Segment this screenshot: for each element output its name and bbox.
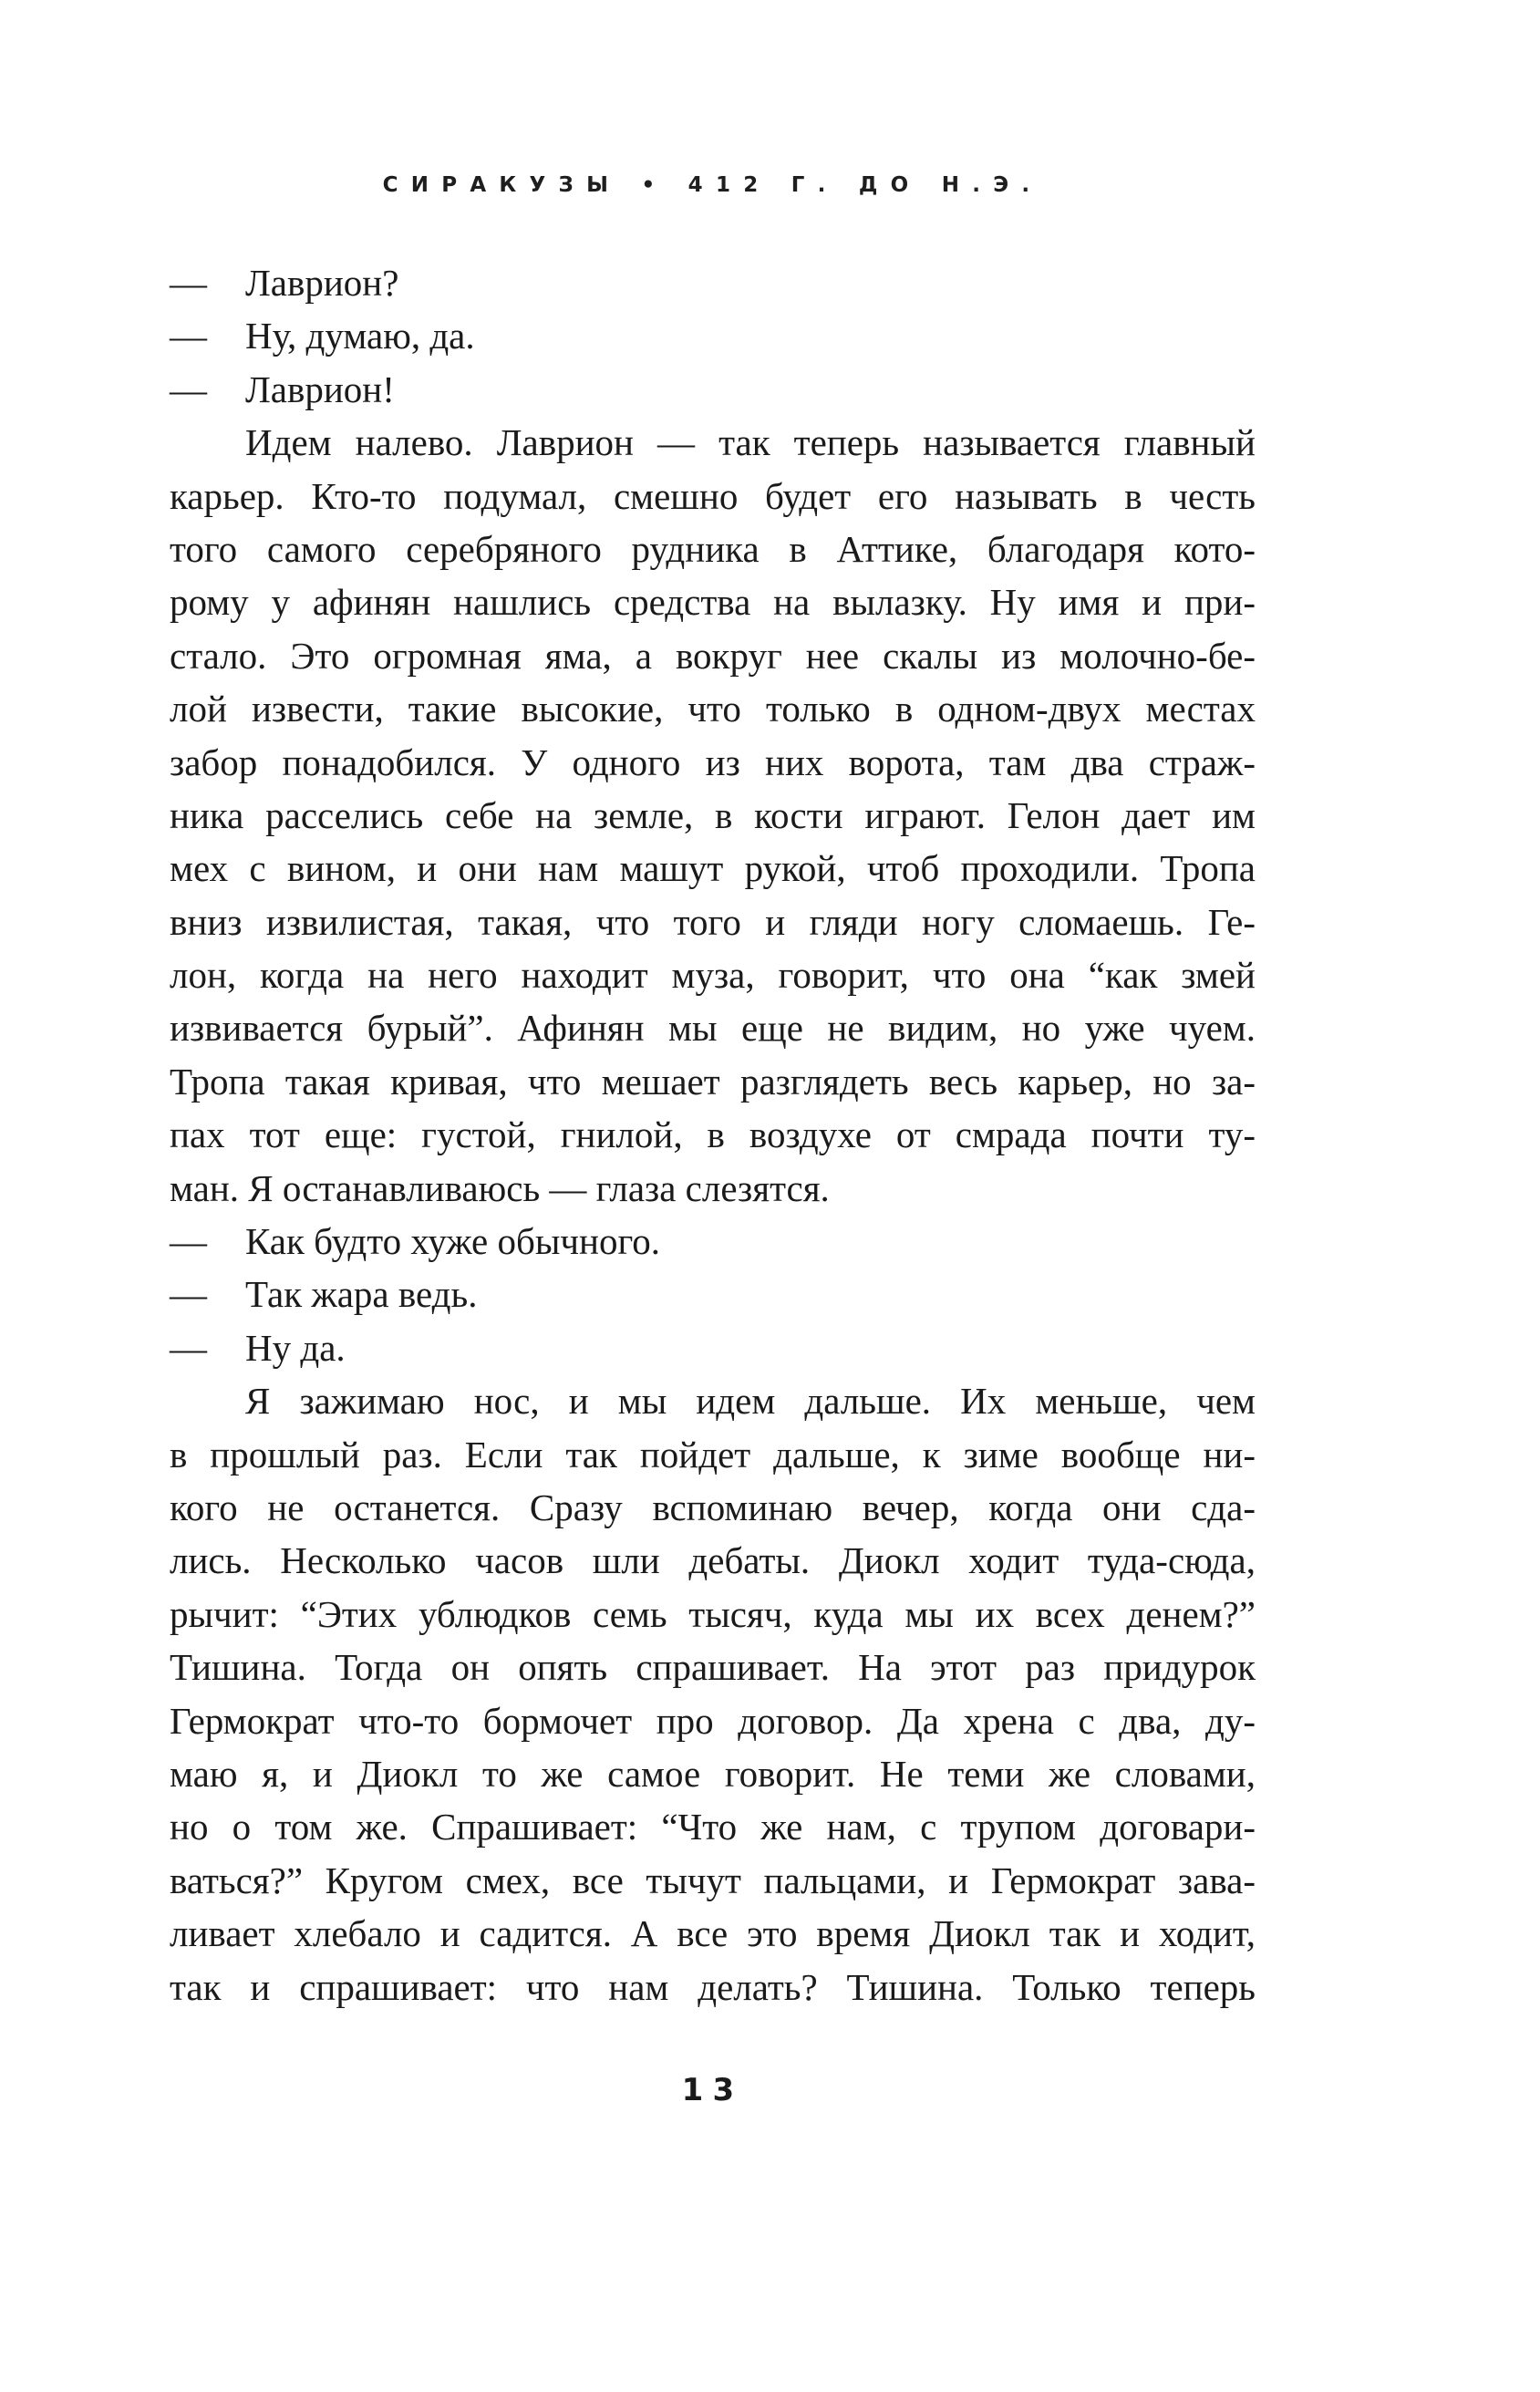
dialogue-line [170,363,1256,416]
text-line: рычит: “Этих ублюдков семь тысяч, куда мы их всех денем?” [170,1592,1256,1635]
dialogue-text: Лаврион? [245,262,399,304]
text-line: ман. Я останавливаюсь — глаза слезятся. [170,1166,830,1209]
body-text [170,256,1256,2014]
dialogue-dash: — [170,262,207,304]
text-line: Идем налево. Лаврион — так теперь называется главный [245,421,1256,464]
text-line: Гермократ что-то бормочет про договор. Да хрена с два, ду- [170,1699,1256,1742]
dialogue-line [170,309,1256,362]
text-line: кого не останется. Сразу вспоминаю вечер, когда они сда- [170,1486,1256,1528]
running-head: СИРАКУЗЫ • 412 Г. ДО Н.Э. [382,173,1043,197]
text-line: ливает хлебало и садится. А все это время Диокл так и ходит, [170,1912,1256,1955]
text-line: ника расселись себе на земле, в кости играют. Гелон дает им [170,793,1256,836]
text-line: карьер. Кто-то подумал, смешно будет его называть в честь [170,474,1256,517]
text-line: ваться?” Кругом смех, все тычут пальцами, и Гермократ зава- [170,1859,1256,1901]
text-line: Тропа такая кривая, что мешает разглядеть весь карьер, но за- [170,1060,1256,1103]
text-line: того самого серебряного рудника в Аттике, благодаря кото- [170,527,1256,570]
text-line: так и спрашивает: что нам делать? Тишина. Только теперь [170,1965,1256,2008]
dialogue-dash: — [170,368,207,410]
text-line: лон, когда на него находит муза, говорит, что она “как змей [170,954,1256,997]
text-line: лой извести, такие высокие, что только в одном-двух местах [170,688,1256,730]
dialogue-text: Ну, думаю, да. [245,315,475,357]
dialogue-line [170,1321,1256,1374]
text-line: стало. Это огромная яма, а вокруг нее скалы из молочно-бе- [170,634,1256,677]
text-line: мех с вином, и они нам машут рукой, чтоб проходили. Тропа [170,847,1256,890]
dialogue-line [170,256,1256,309]
dialogue-text: Лаврион! [245,368,395,410]
dialogue-dash: — [170,315,207,357]
text-line: в прошлый раз. Если так пойдет дальше, к зиме вообще ни- [170,1433,1256,1476]
text-line: забор понадобился. У одного из них ворота, там два страж- [170,740,1256,783]
page-number: 13 [681,2072,744,2108]
dialogue-dash: — [170,1273,207,1316]
text-line: маю я, и Диокл то же самое говорит. Не теми же словами, [170,1752,1256,1795]
dialogue-dash: — [170,1220,207,1263]
text-line: лись. Несколько часов шли дебаты. Диокл ходит туда-сюда, [170,1539,1256,1582]
dialogue-text: Ну да. [245,1326,346,1369]
text-line: пах тот еще: густой, гнилой, в воздухе от смрада почти ту- [170,1113,1256,1156]
dialogue-line [170,1215,1256,1268]
dialogue-text: Так жара ведь. [245,1273,478,1316]
dialogue-dash: — [170,1326,207,1369]
text-line: Я зажимаю нос, и мы идем дальше. Их меньше, чем [245,1380,1256,1423]
text-line: но о том же. Спрашивает: “Что же нам, с трупом договари- [170,1806,1256,1848]
text-line: извивается бурый”. Афинян мы еще не видим, но уже чуем. [170,1007,1256,1050]
dialogue-text: Как будто хуже обычного. [245,1220,661,1263]
text-line: рому у афинян нашлись средства на вылазку. Ну имя и при- [170,581,1256,624]
dialogue-line [170,1268,1256,1320]
text-line: вниз извилистая, такая, что того и гляди ногу сломаешь. Ге- [170,900,1256,943]
text-line: Тишина. Тогда он опять спрашивает. На этот раз придурок [170,1646,1256,1689]
